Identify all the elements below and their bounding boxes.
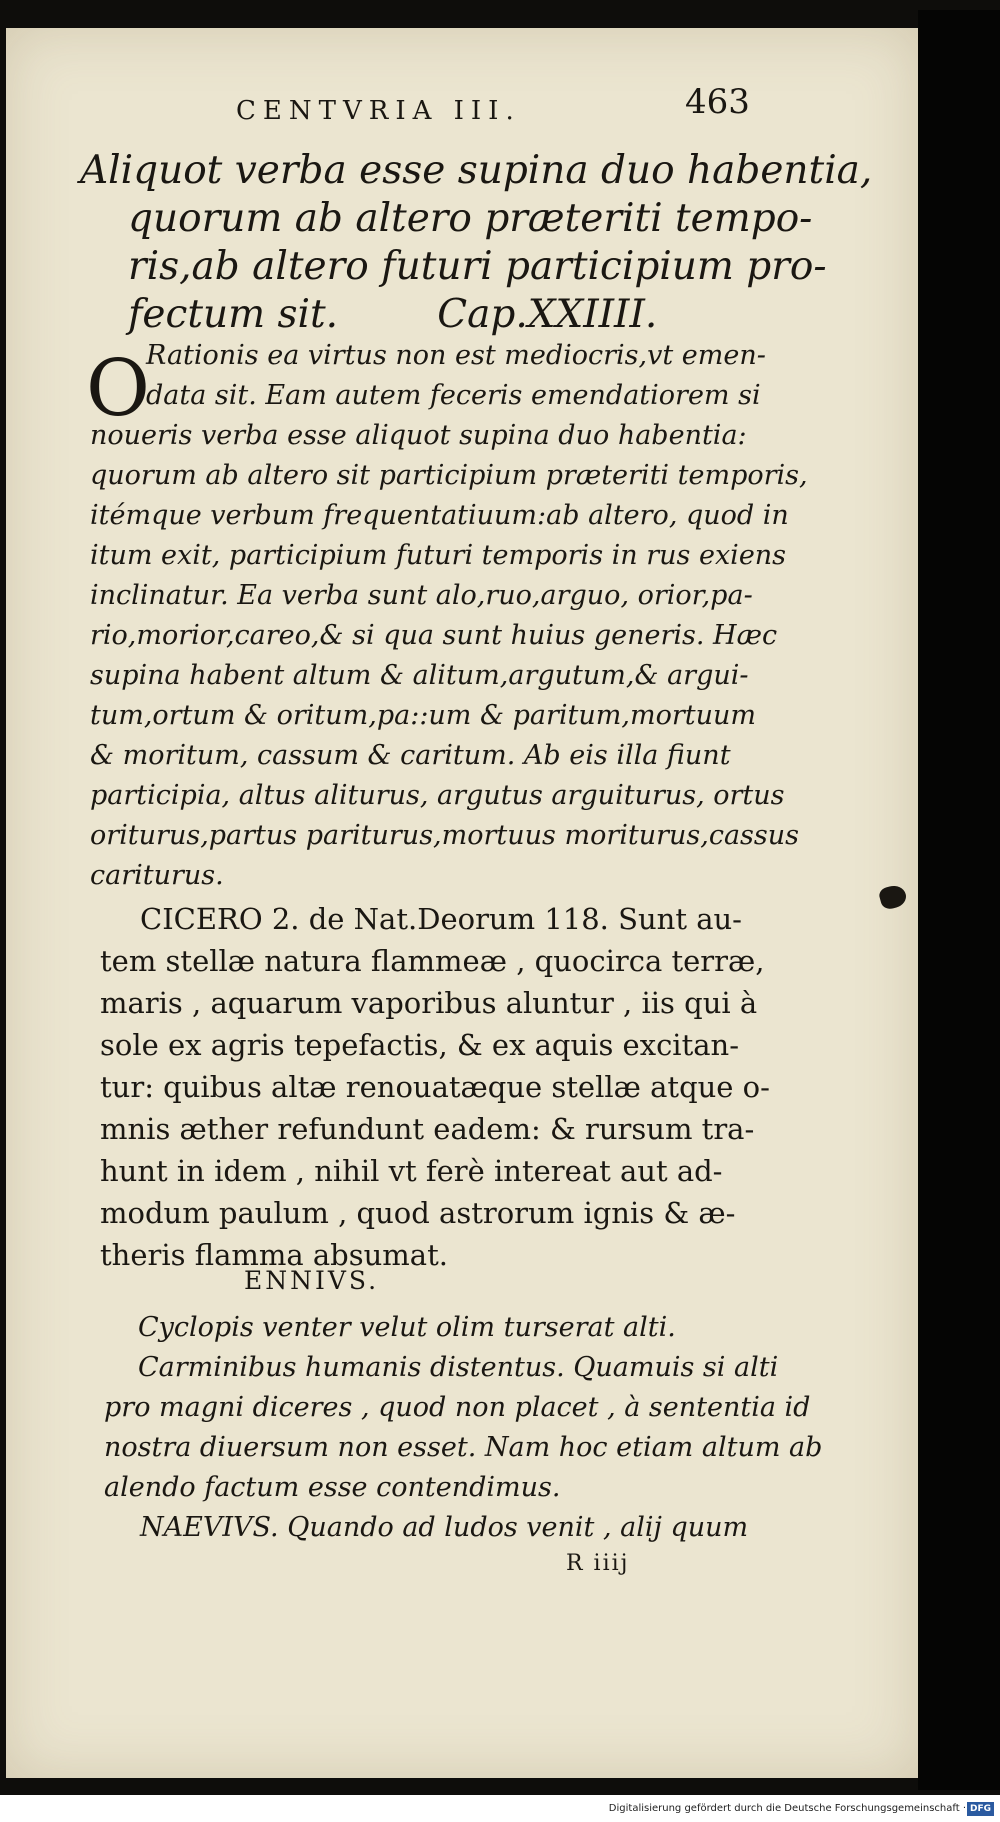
- page-number: 463: [685, 82, 750, 122]
- body-line: Rationis ea virtus non est mediocris,vt emen-: [146, 340, 766, 371]
- ennius-line: Carminibus humanis distentus. Quamuis si alti: [138, 1352, 779, 1383]
- body-line: itum exit, participium futuri temporis in rus exiens: [90, 540, 787, 571]
- ennius-line: pro magni diceres , quod non placet , à sententia id: [104, 1392, 811, 1423]
- cicero-line: modum paulum , quod astrorum ignis & æ-: [100, 1196, 736, 1230]
- body-line: supina habent altum & alitum,argutum,& argui-: [90, 660, 749, 691]
- ennius-line: alendo factum esse contendimus.: [104, 1472, 561, 1503]
- cicero-line: sole ex agris tepefactis, & ex aquis excitan-: [100, 1028, 740, 1062]
- ennius-line: Cyclopis venter velut olim turserat alti.: [138, 1312, 676, 1343]
- funding-credit: Digitalisierung gefördert durch die Deutsche Forschungsgemeinschaft ·: [608, 1803, 966, 1814]
- chapter-title-line-2: quorum ab altero præteriti tempo-: [128, 196, 813, 241]
- chapter-title-line-3: ris,ab altero futuri participium pro-: [128, 244, 827, 289]
- body-line: rio,morior,careo,& si qua sunt huius generis. Hæc: [90, 620, 778, 651]
- cicero-line: CICERO 2. de Nat.Deorum 118. Sunt au-: [140, 902, 742, 936]
- cicero-line: hunt in idem , nihil vt ferè intereat aut ad-: [100, 1154, 723, 1188]
- body-line: & moritum, cassum & caritum. Ab eis illa fiunt: [90, 740, 731, 771]
- body-line: data sit. Eam autem feceris emendatiorem si: [146, 380, 761, 411]
- running-header: CENTVRIA III.: [236, 96, 521, 126]
- body-line: oriturus,partus pariturus,mortuus moriturus,cassus: [90, 820, 800, 851]
- body-line: participia, altus aliturus, argutus arguiturus, ortus: [90, 780, 785, 811]
- body-line: cariturus.: [90, 860, 224, 891]
- page-edge-shadow: [918, 10, 1000, 1790]
- drop-capital: O: [86, 344, 150, 434]
- cicero-line: maris , aquarum vaporibus aluntur , iis qui à: [100, 986, 758, 1020]
- ennius-line: nostra diuersum non esset. Nam hoc etiam altum ab: [104, 1432, 823, 1463]
- cicero-line: tur: quibus altæ renouatæque stellæ atque o-: [100, 1070, 770, 1104]
- cicero-line: theris flamma absumat.: [100, 1238, 448, 1272]
- body-line: noueris verba esse aliquot supina duo habentia:: [90, 420, 747, 451]
- body-line: quorum ab altero sit participium præteriti temporis,: [90, 460, 808, 491]
- body-line: tum,ortum & oritum,pa::um & paritum,mortuum: [90, 700, 756, 731]
- dfg-logo-badge: DFG: [967, 1802, 994, 1816]
- signature-mark: R iiij: [566, 1551, 630, 1576]
- body-line: itémque verbum frequentatiuum:ab altero, quod in: [90, 500, 789, 531]
- cicero-line: tem stellæ natura flammeæ , quocirca terræ,: [100, 944, 765, 978]
- ennius-heading: ENNIVS.: [244, 1266, 380, 1295]
- chapter-title-line-4: fectum sit. Cap.XXIIII.: [128, 292, 658, 337]
- cicero-line: mnis æther refundunt eadem: & rursum tra-: [100, 1112, 755, 1146]
- naevius-line: NAEVIVS. Quando ad ludos venit , alij quum: [140, 1512, 749, 1543]
- chapter-title-line-1: Aliquot verba esse supina duo habentia,: [80, 148, 873, 193]
- body-line: inclinatur. Ea verba sunt alo,ruo,arguo, orior,pa-: [90, 580, 753, 611]
